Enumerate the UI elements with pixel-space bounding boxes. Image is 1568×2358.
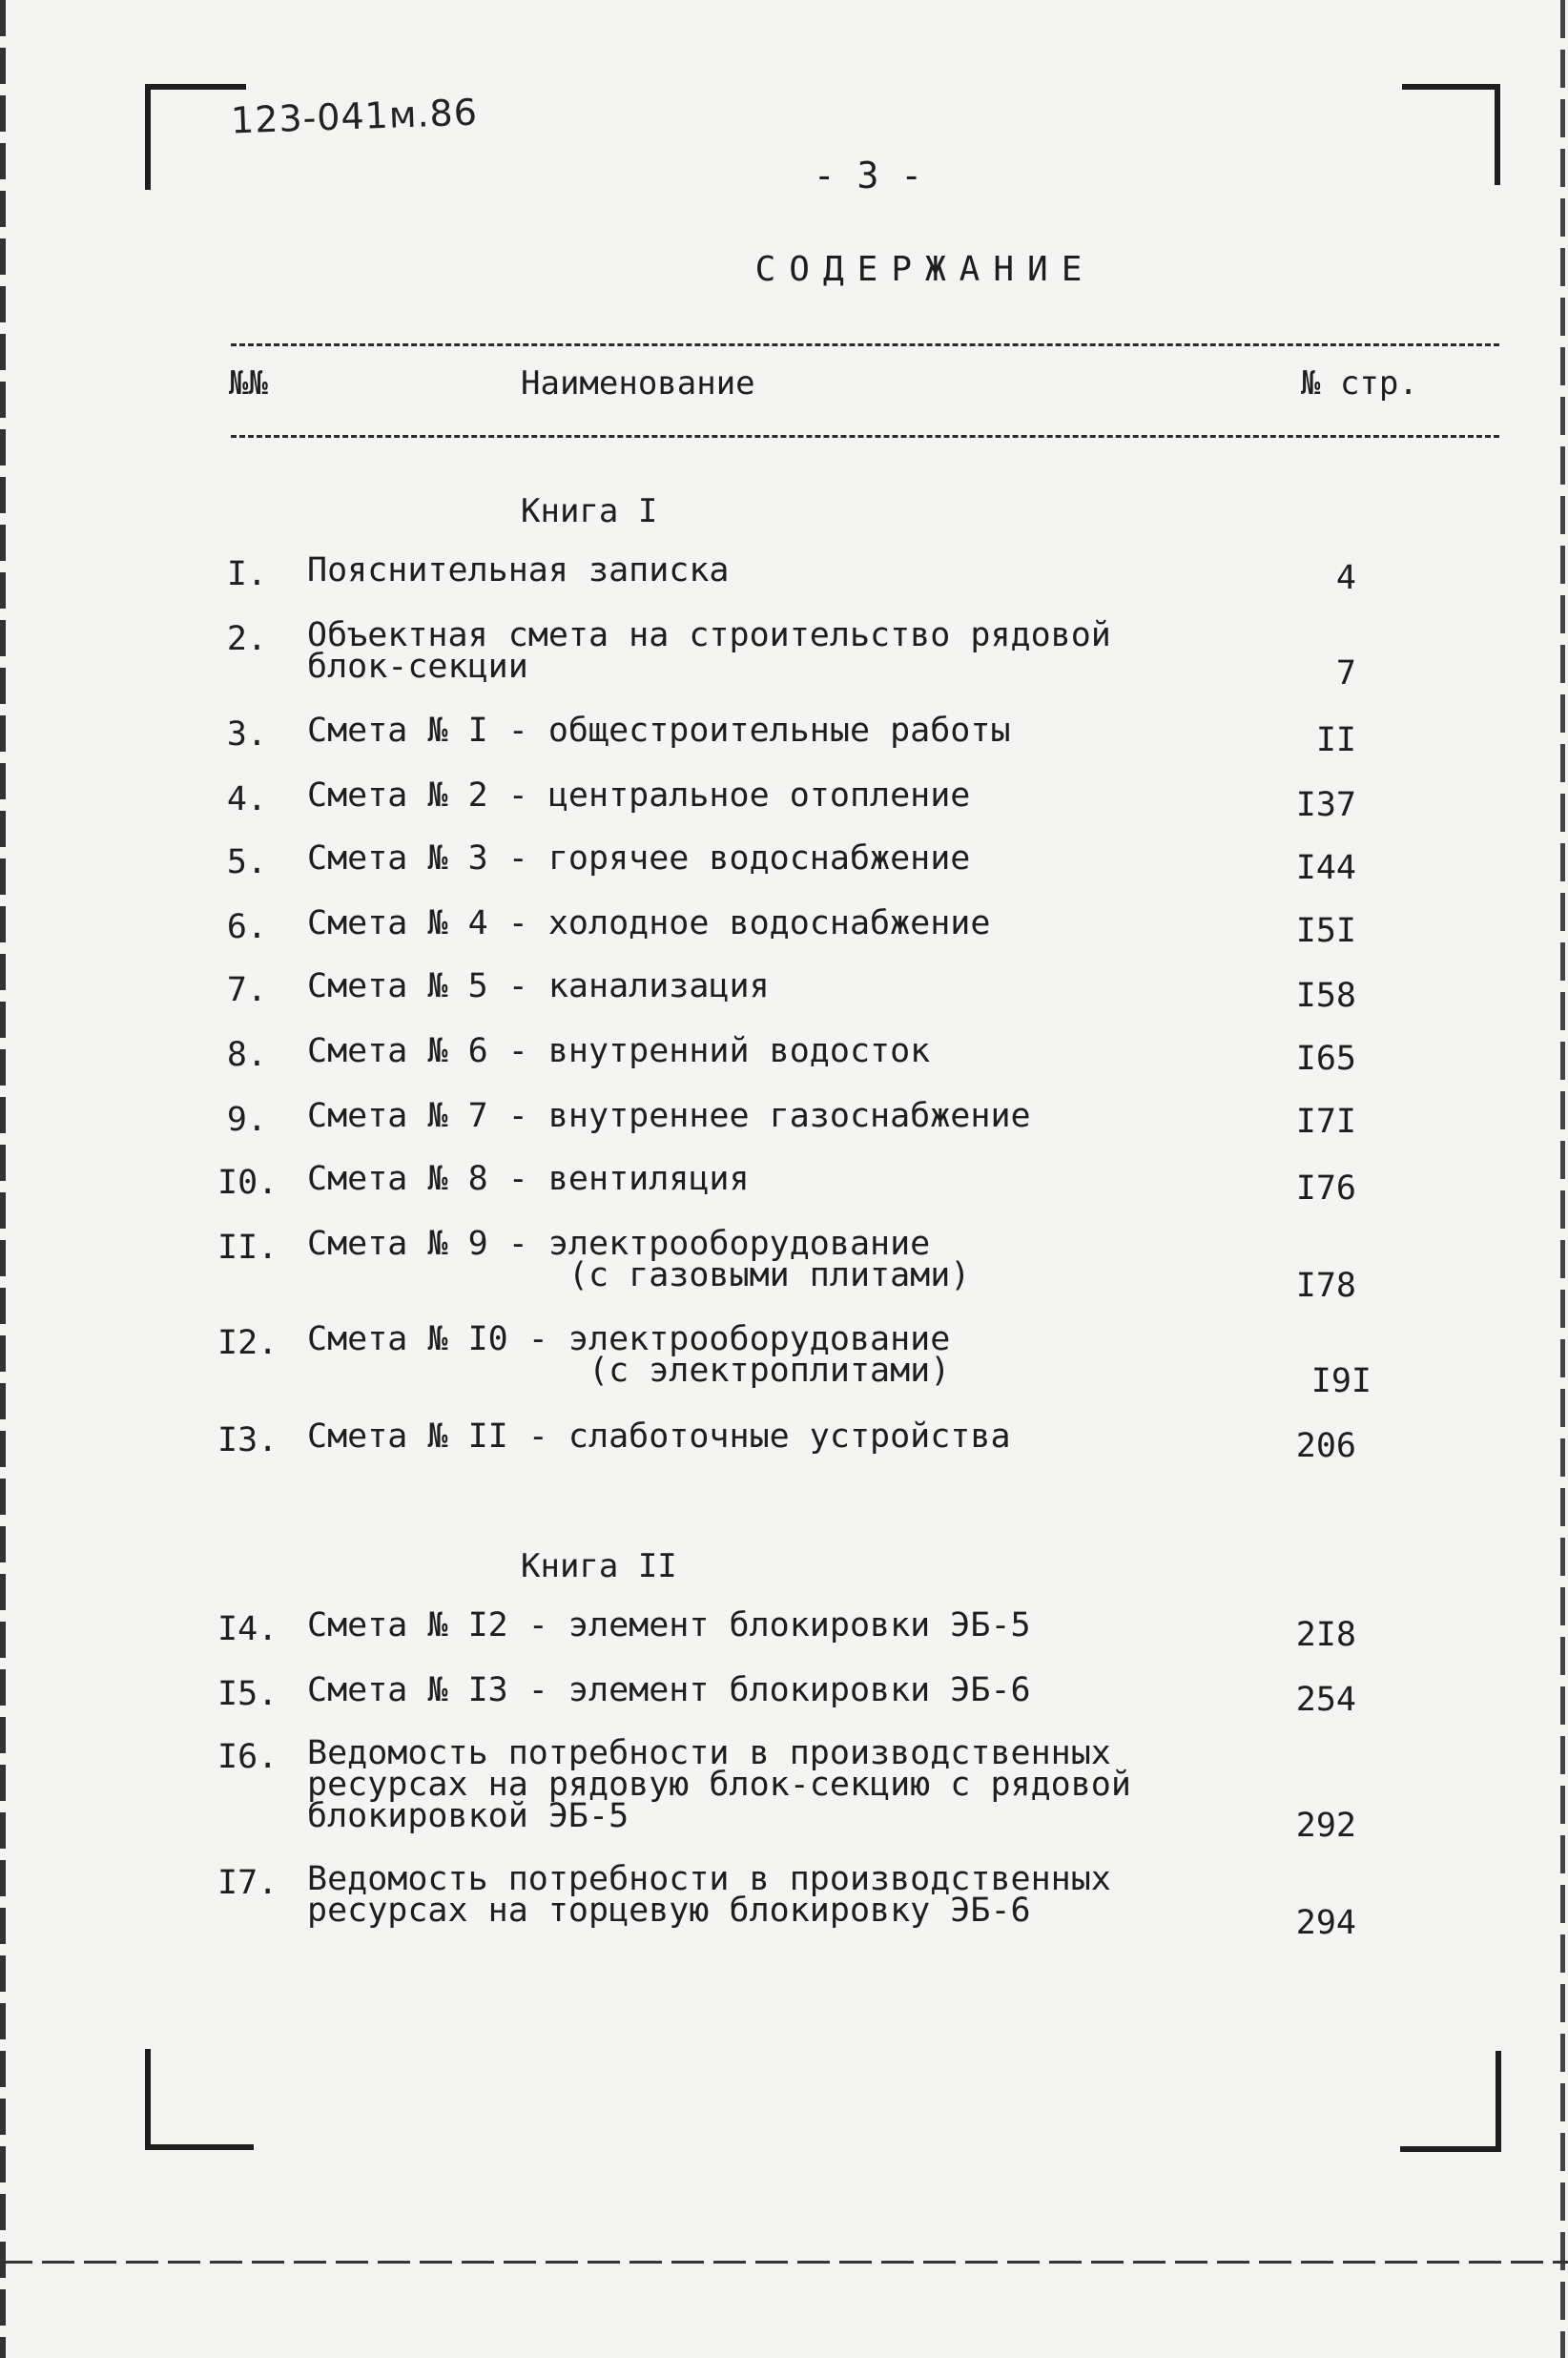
toc-title: Смета № 7 - внутреннее газоснабжение	[307, 1097, 1031, 1135]
toc-title: Смета № I2 - элемент блокировки ЭБ-5	[307, 1606, 1031, 1644]
toc-page: I37	[1295, 786, 1356, 824]
corner-mark-bottom-right	[1400, 2051, 1501, 2152]
toc-number: I0.	[217, 1164, 279, 1202]
toc-page: I9I	[1310, 1362, 1372, 1400]
toc-page: 292	[1295, 1807, 1356, 1845]
toc-number: 2.	[226, 620, 267, 658]
toc-number: I7.	[217, 1864, 279, 1902]
toc-title: Смета № 6 - внутренний водосток	[307, 1032, 931, 1070]
toc-number: I2.	[217, 1324, 279, 1362]
toc-title: Смета № 4 - холодное водоснабжение	[307, 904, 991, 942]
toc-title: Смета № 9 - электрооборудование (с газовыми плитами)	[307, 1225, 971, 1294]
toc-page: I76	[1295, 1169, 1356, 1208]
table-header-top-rule	[231, 343, 1499, 346]
toc-title: Смета № 2 - центральное отопление	[307, 776, 971, 815]
column-header-page: № стр.	[1301, 364, 1418, 403]
corner-mark-bottom-left	[145, 2049, 254, 2150]
toc-number: 6.	[226, 908, 267, 946]
toc-page: 4	[1335, 559, 1356, 597]
toc-title: Смета № II - слаботочные устройства	[307, 1417, 1011, 1456]
toc-number: 5.	[226, 843, 267, 881]
page-number: - 3 -	[813, 155, 923, 196]
toc-title: Смета № I0 - электрооборудование (с электроплитами)	[307, 1320, 951, 1390]
toc-number: 8.	[226, 1036, 267, 1074]
toc-number: 7.	[226, 971, 267, 1009]
page-title: СОДЕРЖАНИЕ	[754, 250, 1096, 289]
toc-number: 9.	[226, 1101, 267, 1139]
toc-page: I58	[1295, 977, 1356, 1015]
page-edge-right	[1560, 0, 1565, 2358]
toc-number: I.	[226, 555, 267, 593]
toc-title: Смета № 5 - канализация	[307, 967, 770, 1005]
toc-number: I6.	[217, 1738, 279, 1776]
toc-page: II	[1315, 721, 1356, 759]
column-header-number: №№	[229, 364, 268, 403]
toc-page: 294	[1295, 1904, 1356, 1942]
toc-title: Ведомость потребности в производственных ресурсах на рядовую блок-секцию с рядовой блокировкой ЭБ-5	[307, 1734, 1131, 1835]
table-header-bottom-rule	[231, 435, 1499, 438]
toc-page: I44	[1295, 849, 1356, 887]
toc-title: Смета № 3 - горячее водоснабжение	[307, 839, 971, 878]
toc-page: I65	[1295, 1040, 1356, 1078]
toc-number: I5.	[217, 1675, 279, 1713]
toc-title: Смета № 8 - вентиляция	[307, 1160, 750, 1198]
toc-number: II.	[217, 1229, 279, 1267]
toc-number: 3.	[226, 715, 267, 754]
toc-page: I5I	[1295, 912, 1356, 950]
toc-page: I78	[1295, 1267, 1356, 1305]
corner-mark-top-right	[1402, 84, 1500, 185]
toc-number: I4.	[217, 1610, 279, 1648]
toc-title: Пояснительная записка	[307, 551, 730, 590]
column-header-name: Наименование	[521, 364, 755, 403]
toc-page: 7	[1335, 654, 1356, 693]
toc-page: 2I8	[1295, 1616, 1356, 1654]
bottom-dashed-border	[0, 2261, 1568, 2264]
book-2-heading: Книга II	[521, 1547, 677, 1585]
toc-page: 206	[1295, 1427, 1356, 1465]
toc-number: I3.	[217, 1421, 279, 1459]
toc-page: I7I	[1295, 1103, 1356, 1141]
page-edge-left	[0, 0, 6, 2358]
toc-title: Объектная смета на строительство рядовой блок-секции	[307, 616, 1111, 686]
toc-title: Ведомость потребности в производственных ресурсах на торцевую блокировку ЭБ-6	[307, 1860, 1111, 1930]
toc-title: Смета № I - общестроительные работы	[307, 712, 1011, 750]
document-code: 123-041м.86	[230, 91, 479, 142]
toc-number: 4.	[226, 780, 267, 818]
toc-title: Смета № I3 - элемент блокировки ЭБ-6	[307, 1671, 1031, 1709]
book-1-heading: Книга I	[521, 492, 658, 530]
toc-page: 254	[1295, 1681, 1356, 1719]
